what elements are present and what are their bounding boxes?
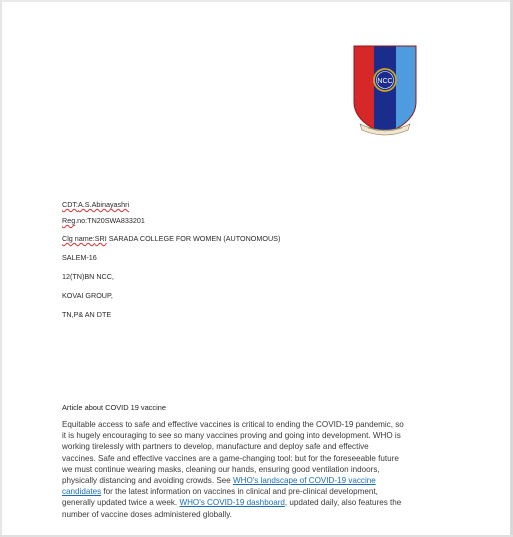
directorate-line: TN,P& AN DTE	[62, 310, 112, 319]
article-text: for the latest information on vaccines in clinical and pre-clinical development,	[101, 487, 378, 497]
article-line	[62, 486, 457, 497]
article-line: number of vaccine doses administered globally.	[62, 509, 232, 519]
who-vaccine-landscape-link[interactable]: WHO's landscape of COVID-19 vaccine	[232, 476, 376, 486]
article-line	[62, 497, 457, 508]
page-border-left	[0, 0, 2, 537]
who-vaccine-candidates-link[interactable]: candidates	[62, 487, 102, 497]
reg-number-line	[62, 216, 145, 225]
college-name: SARADA COLLEGE FOR WOMEN (AUTONOMOUS)	[106, 234, 281, 243]
reg-prefix: Reg	[62, 216, 76, 225]
article-text: , updated daily, also features the	[284, 498, 402, 508]
article-line: we must continue wearing masks, cleaning our hands, ensuring good ventilation indoors,	[62, 464, 380, 474]
article-line: working tirelessly with partners to develop, manufacture and deploy safe and effective	[62, 442, 369, 452]
battalion-line: 12(TN)BN NCC,	[62, 272, 114, 281]
article-text: generally updated twice a week.	[62, 498, 180, 508]
svg-text:NCC: NCC	[377, 78, 393, 85]
group-line: KOVAI GROUP,	[62, 291, 113, 300]
cadet-name: A.S.Abinayashri	[77, 200, 130, 209]
article-line: it is hugely encouraging to see so many vaccines proving and going into development. WHO is	[62, 431, 401, 441]
ncc-crest-logo	[350, 40, 420, 140]
page-border-top	[0, 0, 513, 2]
article-text: physically distancing and avoiding crowds. See	[62, 476, 233, 486]
who-covid-dashboard-link[interactable]: WHO's COVID-19 dashboard	[179, 498, 285, 508]
college-name-line	[62, 234, 280, 243]
college-prefix: Clg name:	[62, 234, 95, 243]
cadet-name-line	[62, 200, 129, 209]
article-body	[62, 419, 457, 520]
article-line: vaccines. Safe and effective vaccines are a game-changing tool: but for the foreseeable future	[62, 453, 399, 463]
cadet-prefix: CDT:	[62, 200, 78, 209]
article-title: Article about COVID 19 vaccine	[62, 403, 166, 412]
college-sri: SRI	[94, 234, 107, 243]
reg-number: .no:TN20SWA833201	[75, 216, 145, 225]
article-line: Equitable access to safe and effective vaccines is critical to ending the COVID-19 pandemic, so	[62, 420, 404, 429]
city-line: SALEM-16	[62, 253, 97, 262]
article-line	[62, 475, 457, 486]
